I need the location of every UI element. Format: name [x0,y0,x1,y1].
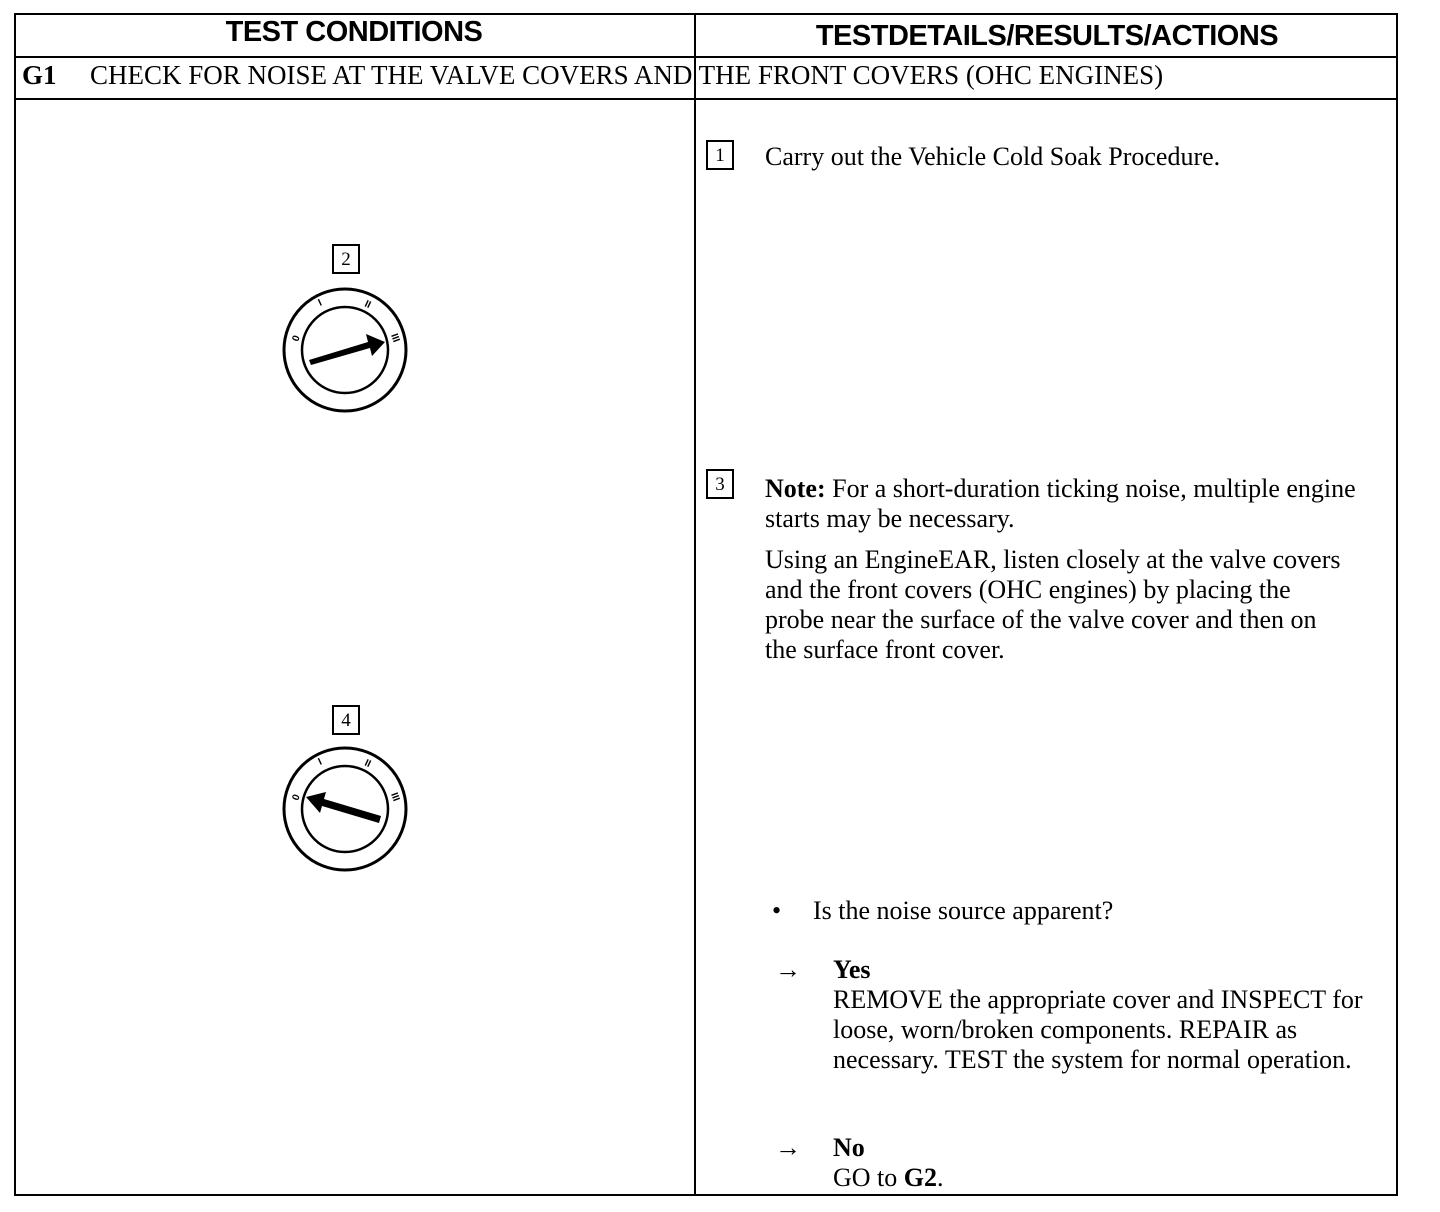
section-heading [22,60,1163,91]
test-details-heading: TESTDETAILS/RESULTS/ACTIONS [815,20,1279,52]
note-label: Note: [765,474,826,503]
no-label: No [833,1133,865,1162]
switch-position-label: 0 [290,334,303,344]
step-number-2: 2 [332,244,360,274]
no-arrow-icon: → [775,1133,801,1162]
step-number-4: 4 [332,705,360,735]
column-divider [694,13,696,1196]
no-response [833,1133,1393,1193]
switch-position-label: 0 [290,793,303,803]
step-3-instruction: Using an EngineEAR, listen closely at the valve covers and the front covers (OHC engines) by placing the probe near the surface of the valve cover and then on the surface front cover. [765,545,1341,664]
header-divider [14,56,1398,58]
yes-response [833,955,1393,1075]
section-title: CHECK FOR NOISE AT THE VALVE COVERS AND THE FRONT COVERS (OHC ENGINES) [90,60,1164,90]
switch-position-label: II [362,298,373,312]
ignition-switch-off-icon [280,744,410,874]
switch-position-label: I [316,756,324,768]
step-number-3: 3 [706,469,734,499]
question-text: Is the noise source apparent? [813,896,1114,925]
switch-position-label: III [388,791,402,803]
yes-action: REMOVE the appropriate cover and INSPECT for loose, worn/broken components. REPAIR as necessary. TEST the system for normal operation. [833,985,1363,1074]
switch-position-label: II [362,757,373,771]
switch-position-label: III [388,332,402,344]
switch-position-label: I [316,297,324,309]
yes-arrow-icon: → [775,955,801,984]
step-1-text: Carry out the Vehicle Cold Soak Procedure. [765,142,1221,171]
section-divider [14,98,1398,100]
yes-label: Yes [833,955,871,984]
step-3-note [765,474,1380,534]
test-conditions-heading: TEST CONDITIONS [225,16,483,48]
ignition-switch-start-icon [280,285,410,415]
section-code: G1 [22,60,57,90]
no-action-suffix: . [937,1163,944,1192]
note-text: For a short-duration ticking noise, multiple engine starts may be necessary. [765,474,1356,533]
no-action-target: G2 [903,1163,938,1192]
step-number-1: 1 [706,140,734,170]
question-bullet: • [772,896,782,925]
no-action-prefix: GO to [833,1163,904,1192]
